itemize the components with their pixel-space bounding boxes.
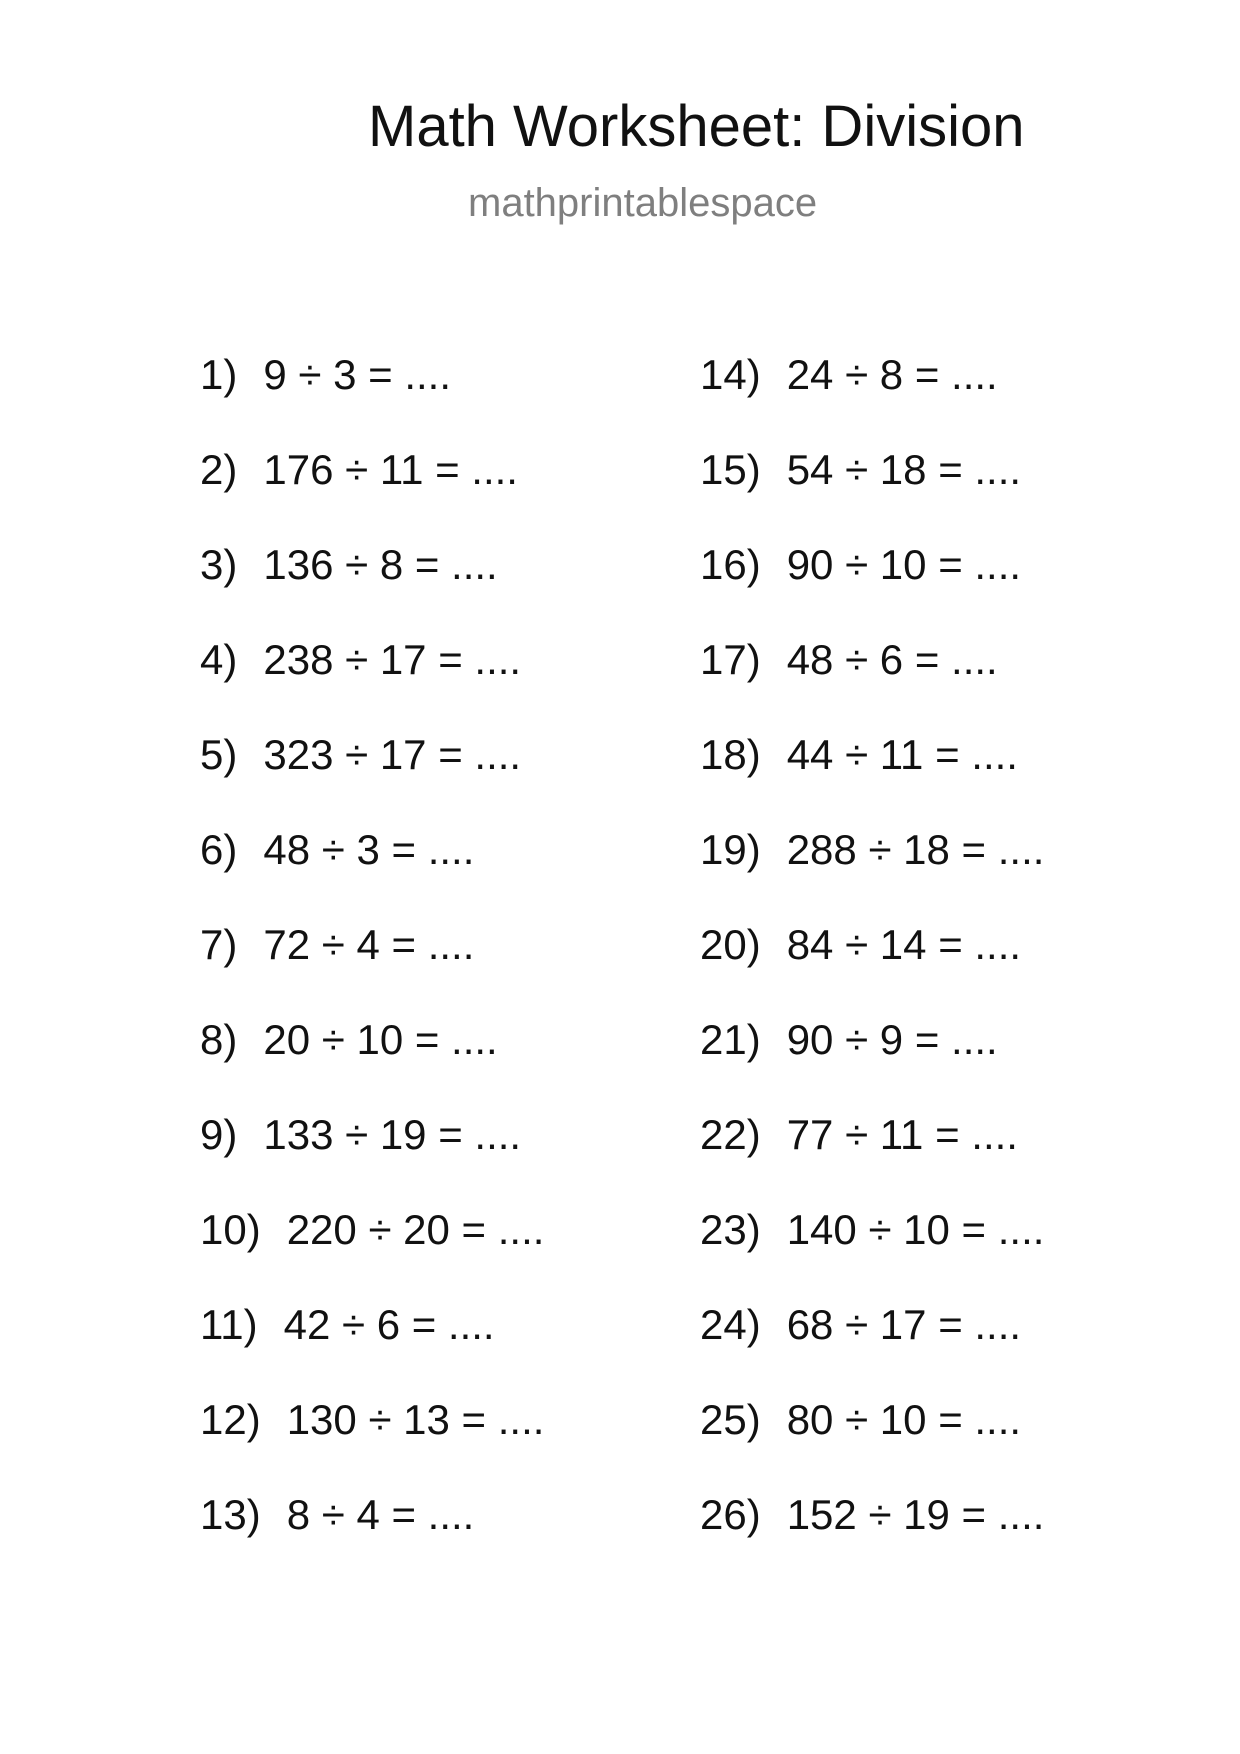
problem-expression: 238 ÷ 17 = .... bbox=[263, 636, 522, 683]
problem-item bbox=[200, 1015, 544, 1110]
problem-item bbox=[700, 350, 1044, 445]
problem-number: 9) bbox=[200, 1111, 238, 1158]
problem-expression: 8 ÷ 4 = .... bbox=[286, 1491, 475, 1538]
problem-item bbox=[200, 540, 544, 635]
problems-left-column bbox=[200, 350, 544, 1585]
problem-expression: 77 ÷ 11 = .... bbox=[786, 1111, 1018, 1158]
problem-expression: 133 ÷ 19 = .... bbox=[263, 1111, 522, 1158]
problem-number: 5) bbox=[200, 731, 238, 778]
problem-number: 15) bbox=[700, 446, 761, 493]
problem-expression: 136 ÷ 8 = .... bbox=[263, 541, 498, 588]
problem-number: 22) bbox=[700, 1111, 761, 1158]
problem-number: 7) bbox=[200, 921, 238, 968]
problem-number: 18) bbox=[700, 731, 761, 778]
problem-item bbox=[200, 1395, 544, 1490]
problem-item bbox=[200, 1490, 544, 1585]
problem-number: 19) bbox=[700, 826, 761, 873]
problem-item bbox=[200, 350, 544, 445]
problem-item bbox=[700, 1110, 1044, 1205]
problem-item bbox=[200, 445, 544, 540]
problem-number: 23) bbox=[700, 1206, 761, 1253]
problem-item bbox=[700, 635, 1044, 730]
problem-expression: 54 ÷ 18 = .... bbox=[786, 446, 1022, 493]
problem-number: 14) bbox=[700, 351, 761, 398]
problem-item bbox=[200, 825, 544, 920]
problem-item bbox=[700, 1300, 1044, 1395]
problem-expression: 288 ÷ 18 = .... bbox=[786, 826, 1045, 873]
problem-expression: 44 ÷ 11 = .... bbox=[786, 731, 1018, 778]
problem-number: 12) bbox=[200, 1396, 261, 1443]
problem-expression: 90 ÷ 9 = .... bbox=[786, 1016, 998, 1063]
problem-number: 25) bbox=[700, 1396, 761, 1443]
problem-item bbox=[200, 1300, 544, 1395]
page-subtitle: mathprintablespace bbox=[468, 181, 818, 225]
problem-expression: 72 ÷ 4 = .... bbox=[263, 921, 475, 968]
problem-expression: 42 ÷ 6 = .... bbox=[283, 1301, 495, 1348]
problem-expression: 68 ÷ 17 = .... bbox=[786, 1301, 1022, 1348]
problem-expression: 220 ÷ 20 = .... bbox=[286, 1206, 545, 1253]
problem-expression: 323 ÷ 17 = .... bbox=[263, 731, 522, 778]
problem-expression: 9 ÷ 3 = .... bbox=[263, 351, 452, 398]
problem-item bbox=[200, 730, 544, 825]
problem-expression: 48 ÷ 6 = .... bbox=[786, 636, 998, 683]
problem-number: 16) bbox=[700, 541, 761, 588]
problem-expression: 20 ÷ 10 = .... bbox=[263, 1016, 498, 1063]
problem-number: 4) bbox=[200, 636, 238, 683]
problem-number: 26) bbox=[700, 1491, 761, 1538]
page-title: Math Worksheet: Division bbox=[368, 94, 1025, 159]
problem-expression: 48 ÷ 3 = .... bbox=[263, 826, 475, 873]
problem-item bbox=[700, 1395, 1044, 1490]
problems-right-column bbox=[700, 350, 1044, 1585]
problem-number: 6) bbox=[200, 826, 238, 873]
problem-item bbox=[700, 540, 1044, 635]
problem-number: 17) bbox=[700, 636, 761, 683]
problem-item bbox=[700, 1015, 1044, 1110]
problem-item bbox=[200, 1205, 544, 1300]
problem-expression: 130 ÷ 13 = .... bbox=[286, 1396, 545, 1443]
problem-number: 21) bbox=[700, 1016, 761, 1063]
problem-item bbox=[700, 730, 1044, 825]
problem-item bbox=[700, 920, 1044, 1015]
problem-item bbox=[700, 1205, 1044, 1300]
problem-expression: 176 ÷ 11 = .... bbox=[263, 446, 518, 493]
problem-expression: 24 ÷ 8 = .... bbox=[786, 351, 998, 398]
problem-expression: 90 ÷ 10 = .... bbox=[786, 541, 1022, 588]
problem-number: 3) bbox=[200, 541, 238, 588]
problem-number: 2) bbox=[200, 446, 238, 493]
problem-number: 24) bbox=[700, 1301, 761, 1348]
problem-item bbox=[700, 445, 1044, 540]
problem-item bbox=[200, 1110, 544, 1205]
problem-number: 10) bbox=[200, 1206, 261, 1253]
problem-number: 13) bbox=[200, 1491, 261, 1538]
problem-expression: 84 ÷ 14 = .... bbox=[786, 921, 1022, 968]
problem-expression: 80 ÷ 10 = .... bbox=[786, 1396, 1022, 1443]
problem-item bbox=[700, 825, 1044, 920]
problem-item bbox=[700, 1490, 1044, 1585]
problem-item bbox=[200, 920, 544, 1015]
problem-number: 1) bbox=[200, 351, 238, 398]
problem-number: 20) bbox=[700, 921, 761, 968]
problem-expression: 152 ÷ 19 = .... bbox=[786, 1491, 1045, 1538]
problem-expression: 140 ÷ 10 = .... bbox=[786, 1206, 1045, 1253]
problem-item bbox=[200, 635, 544, 730]
problem-number: 11) bbox=[200, 1301, 258, 1348]
problem-number: 8) bbox=[200, 1016, 238, 1063]
